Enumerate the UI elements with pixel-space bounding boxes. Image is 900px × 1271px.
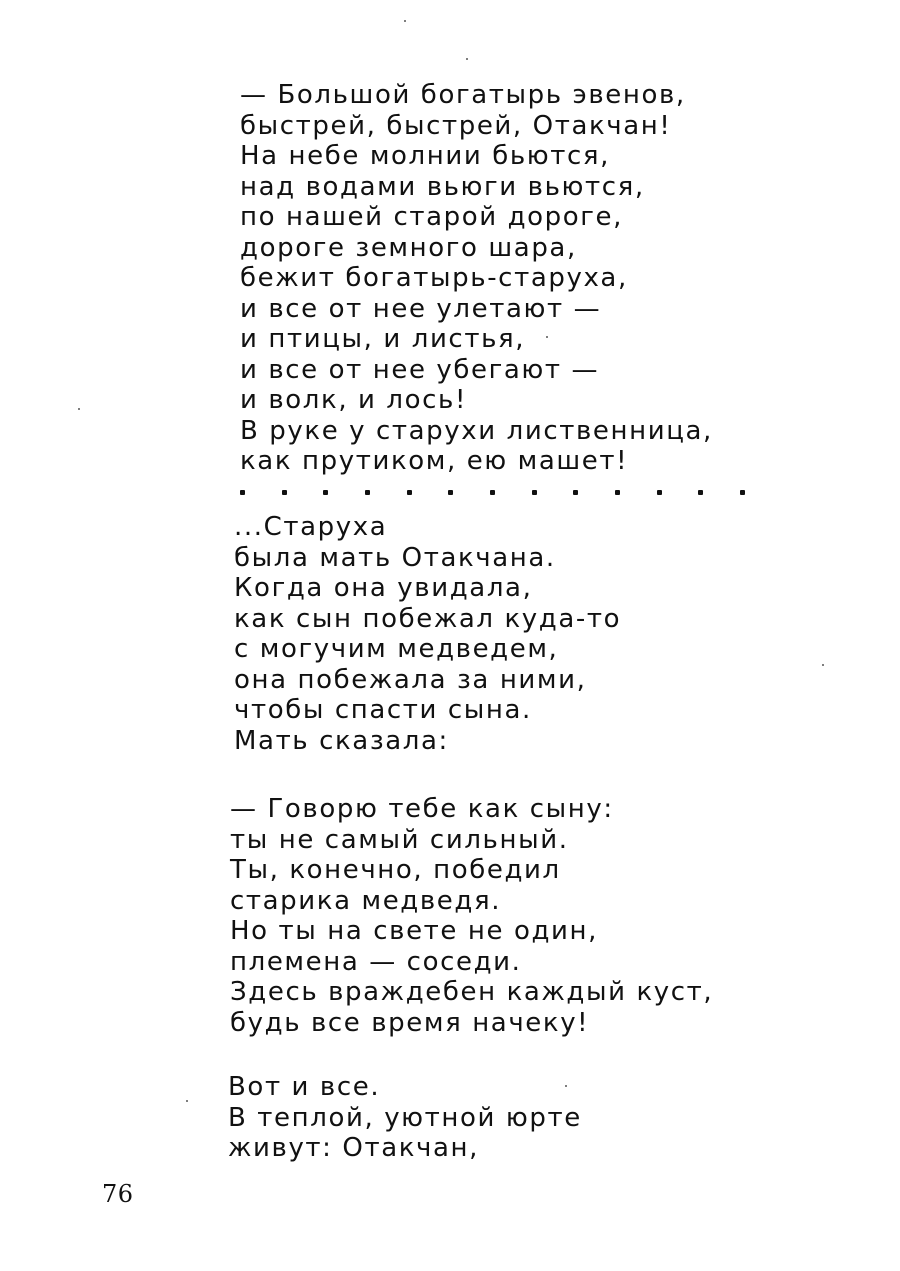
separator-dot <box>740 490 745 495</box>
poem-line: Здесь враждебен каждый куст, <box>230 977 714 1007</box>
scan-speck <box>822 664 824 666</box>
scan-speck <box>546 336 548 338</box>
poem-line: На небе молнии бьются, <box>240 141 611 171</box>
poem-line: — Большой богатырь эвенов, <box>240 80 686 110</box>
separator-dot <box>698 490 703 495</box>
separator-dot <box>407 490 412 495</box>
poem-line: В руке у старухи лиственница, <box>240 415 713 446</box>
scan-speck <box>565 1085 567 1087</box>
poem-line: с могучим медведем, <box>234 634 559 664</box>
poem-line: и все от нее улетают — <box>240 293 602 324</box>
separator-dot <box>490 490 495 495</box>
poem-line: и все от нее убегают — <box>240 354 600 385</box>
separator-dot <box>573 490 578 495</box>
stanza-4 <box>228 1072 582 1164</box>
poem-line: Мать сказала: <box>234 725 449 756</box>
separator-dot <box>615 490 620 495</box>
separator-dot <box>657 490 662 495</box>
separator-dot <box>240 490 245 495</box>
poem-line: ...Старуха <box>234 512 388 542</box>
poem-line: старика медведя. <box>230 885 502 916</box>
poem-line: Вот и все. <box>228 1072 381 1102</box>
poem-line: над водами вьюги вьются, <box>240 171 645 202</box>
poem-line: племена — соседи. <box>230 946 522 977</box>
poem-line: и птицы, и листья, <box>240 324 526 354</box>
poem-line: живут: Отакчан, <box>228 1133 480 1163</box>
poem-line: и волк, и лось! <box>240 385 467 415</box>
poem-line: Когда она увидала, <box>234 573 533 603</box>
separator-dot <box>282 490 287 495</box>
poem-line: быстрей, быстрей, Отакчан! <box>240 110 672 141</box>
dotted-separator <box>240 490 745 495</box>
stanza-1 <box>240 80 713 477</box>
poem-line: была мать Отакчана. <box>234 542 556 573</box>
poem-line: дороге земного шара, <box>240 232 577 263</box>
scan-speck <box>466 58 468 60</box>
separator-dot <box>365 490 370 495</box>
poem-line: бежит богатырь-старуха, <box>240 263 628 293</box>
poem-line: В теплой, уютной юрте <box>228 1102 582 1133</box>
poem-line: ты не самый сильный. <box>230 824 569 855</box>
poem-line: чтобы спасти сына. <box>234 695 532 725</box>
page-number: 76 <box>102 1180 134 1208</box>
poem-line: по нашей старой дороге, <box>240 202 624 232</box>
poem-line: Ты, конечно, победил <box>230 855 561 885</box>
separator-dot <box>323 490 328 495</box>
scan-speck <box>186 1100 188 1102</box>
stanza-3 <box>230 794 713 1038</box>
poem-line: будь все время начеку! <box>230 1007 590 1038</box>
separator-dot <box>532 490 537 495</box>
poem-line: Но ты на свете не один, <box>230 916 598 946</box>
scan-speck <box>404 20 406 22</box>
scan-speck <box>78 408 80 410</box>
poem-line: как сын побежал куда-то <box>234 603 622 634</box>
separator-dot <box>448 490 453 495</box>
stanza-2 <box>234 512 621 756</box>
poem-line: — Говорю тебе как сыну: <box>230 794 614 824</box>
poem-line: как прутиком, ею машет! <box>240 446 629 476</box>
poem-line: она побежала за ними, <box>234 664 587 695</box>
